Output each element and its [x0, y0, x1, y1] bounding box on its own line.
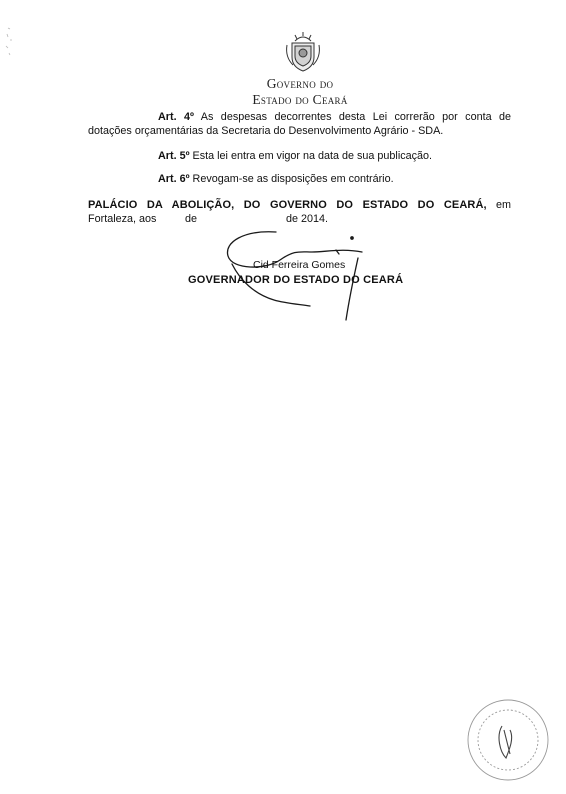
article-label: Art. 5º: [158, 150, 190, 162]
date-year: de 2014.: [286, 213, 329, 225]
place-word: em: [496, 199, 511, 211]
closing-paragraph: [88, 198, 511, 226]
government-line-2: Estado do Ceará: [252, 92, 348, 107]
scan-margin-marks: [4, 22, 26, 62]
seal-stamp-icon: [464, 696, 552, 784]
article-6: [158, 172, 394, 186]
article-4: [88, 110, 511, 138]
signer-title: GOVERNADOR DO ESTADO DO CEARÁ: [188, 274, 404, 286]
article-text: Esta lei entra em vigor na data de sua publicação.: [192, 150, 433, 162]
government-line-1: Governo do: [266, 76, 334, 91]
article-text: Revogam-se as disposições em contrário.: [192, 173, 394, 185]
article-label: Art. 4º: [158, 111, 194, 123]
article-label: Art. 6º: [158, 173, 190, 185]
government-header: [200, 76, 400, 108]
ceara-coat-of-arms-icon: [283, 31, 323, 73]
article-text-continued: dotações orçamentárias da Secretaria do Desenvolvimento Agrário - SDA.: [88, 125, 444, 137]
article-5: [158, 149, 432, 163]
palace-name: PALÁCIO DA ABOLIÇÃO, DO GOVERNO DO ESTADO DO CEARÁ,: [88, 199, 487, 211]
signer-name: Cid Ferreira Gomes: [253, 259, 346, 271]
article-text: As despesas decorrentes desta Lei correrão por conta de: [200, 111, 512, 123]
city-text: Fortaleza, aos: [88, 213, 157, 225]
date-de: de: [185, 213, 198, 225]
